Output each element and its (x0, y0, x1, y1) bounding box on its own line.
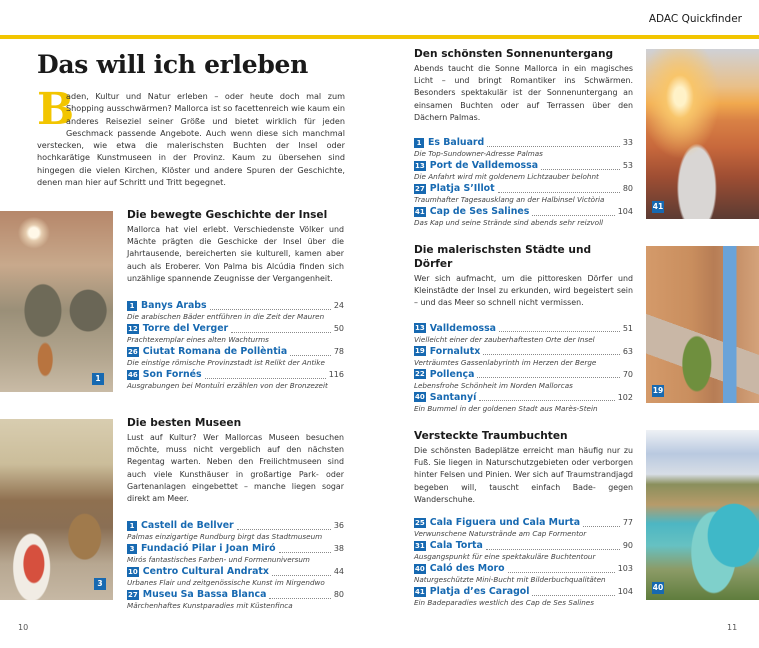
page-ref: 80 (622, 184, 633, 194)
entry-link[interactable]: Fornalutx (429, 345, 481, 357)
leader-dots (541, 162, 620, 170)
list-item[interactable] (414, 562, 633, 585)
entry-link[interactable]: Torre del Verger (142, 323, 229, 335)
number-badge: 40 (415, 393, 425, 402)
page-ref: 116 (328, 370, 344, 380)
leader-dots (279, 545, 331, 553)
leader-dots (486, 542, 620, 550)
leader-dots (477, 370, 619, 378)
entry-description: Die einstige römische Provinzstadt ist Relikt der Antike (127, 358, 325, 368)
list-item[interactable] (127, 588, 344, 611)
photo-fornalutx (646, 246, 759, 403)
section-body: Lust auf Kultur? Wer Mallorcas Museen besuchen möchte, muss nicht vergeblich auf den nächsten Regentag warten. Neben den Freilichtmuseen sind auch viele Kunsthäuser in großartige Park- oder Gartenanlagen eingebettet – manche liegen sogar direkt am Meer. (127, 433, 344, 504)
number-badge: 27 (128, 590, 138, 599)
page-title: Das will ich erleben (37, 50, 309, 79)
section-title: Die besten Museen (127, 417, 242, 429)
list-item[interactable] (127, 542, 344, 565)
list-item[interactable] (414, 345, 633, 368)
entry-link[interactable]: Ciutat Romana de Pollèntia (142, 346, 288, 358)
leader-dots (479, 393, 614, 401)
page-ref: 24 (333, 301, 344, 311)
list-item[interactable] (414, 182, 633, 205)
page-number-left: 10 (18, 623, 29, 632)
number-badge: 3 (127, 544, 137, 554)
section-title: Den schönsten Sonnenuntergang (414, 48, 614, 60)
leader-dots (532, 208, 614, 216)
leader-dots (483, 347, 620, 355)
number-badge: 13 (415, 161, 425, 170)
number-badge: 19 (415, 347, 425, 356)
entry-description: Prachtexemplar eines alten Wachturms (127, 335, 269, 345)
entry-link[interactable]: Museu Sa Bassa Blanca (142, 589, 267, 601)
number-badge: 1 (127, 521, 137, 531)
section-body: Wer sich aufmacht, um die pittoresken Dörfer und Kleinstädte der Insel zu erkunden, wird begeistert sein – und das Meer so schnell nicht vermissen. (414, 274, 633, 308)
entry-link[interactable]: Cap de Ses Salines (429, 206, 530, 218)
drop-cap: B (37, 84, 75, 135)
section-body: Abends taucht die Sonne Mallorca in ein magisches Licht – und bringt Romantiker ins Schwärmen. Besonders spektakulär ist der Sonnenuntergang an einsamen Buchten oder auf Terrassen über den Dächern Palmas. (414, 64, 633, 122)
list-item[interactable] (414, 159, 633, 182)
entry-description: Die Anfahrt wird mit goldenem Lichtzauber belohnt (414, 172, 599, 182)
list-item[interactable] (414, 136, 633, 159)
list-item[interactable] (414, 205, 633, 228)
photo-number-badge: 41 (652, 202, 664, 211)
list-item[interactable] (127, 299, 344, 322)
entry-link[interactable]: Caló des Moro (429, 563, 505, 575)
list-item[interactable] (414, 539, 633, 562)
entry-link[interactable]: Castell de Bellver (141, 520, 234, 532)
entry-list (127, 519, 344, 611)
leader-dots (269, 591, 330, 599)
leader-dots (487, 139, 620, 147)
section-title: Versteckte Traumbuchten (414, 430, 568, 442)
entry-link[interactable]: Es Baluard (428, 137, 485, 149)
leader-dots (499, 324, 620, 332)
leader-dots (508, 565, 615, 573)
entry-link[interactable]: Centro Cultural Andratx (142, 566, 269, 578)
section-museen (127, 416, 344, 611)
page-ref: 80 (333, 590, 344, 600)
entry-description: Das Kap und seine Strände sind abends sehr reizvoll (414, 218, 604, 228)
entry-link[interactable]: Cala Torta (429, 540, 483, 552)
photo-miro-studio (0, 419, 113, 600)
page-ref: 77 (622, 518, 633, 528)
entry-description: Ausgangspunkt für eine spektakuläre Buchtentour (414, 552, 596, 562)
entry-list (414, 516, 633, 608)
photo-calo-des-moro (646, 430, 759, 600)
number-badge: 25 (415, 518, 425, 527)
list-item[interactable] (127, 368, 344, 391)
entry-link[interactable]: Valldemossa (429, 322, 497, 334)
page-ref: 103 (617, 564, 633, 574)
section-title: Die bewegte Geschichte der Insel (127, 209, 328, 221)
page-ref: 38 (333, 544, 344, 554)
entry-description: Ausgrabungen bei Montuïri erzählen von der Bronzezeit (127, 381, 328, 391)
page-ref: 102 (617, 392, 633, 402)
page-ref: 104 (617, 207, 633, 217)
entry-description: Naturgeschützte Mini-Bucht mit Bilderbuchqualitäten (414, 575, 606, 585)
list-item[interactable] (127, 345, 344, 368)
page-ref: 44 (333, 567, 344, 577)
intro-paragraph (37, 84, 345, 188)
number-badge: 22 (415, 370, 425, 379)
list-item[interactable] (414, 516, 633, 539)
entry-description: Die Top-Sundowner-Adresse Palmas (414, 149, 543, 159)
number-badge: 41 (415, 587, 425, 596)
list-item[interactable] (414, 391, 633, 414)
photo-number-badge: 40 (652, 583, 664, 592)
section-title: Die malerischsten Städte und Dörfer (414, 244, 592, 270)
section-traumbuchten (414, 429, 633, 608)
entry-link[interactable]: Port de Valldemossa (429, 160, 539, 172)
running-header: ADAC Quickfinder (648, 13, 742, 25)
entry-description: Urbanes Flair und zeitgenössische Kunst im Nirgendwo (127, 578, 325, 588)
page-ref: 90 (622, 541, 633, 551)
entry-description: Verwunschene Naturstrände am Cap Formentor (414, 529, 587, 539)
number-badge: 46 (128, 370, 138, 379)
entry-link[interactable]: Son Fornés (142, 369, 202, 381)
number-badge: 12 (128, 324, 138, 333)
section-body: Mallorca hat viel erlebt. Verschiedenste Völker und Mächte prägten die Geschicke der Insel über die Jahrtausende, bereicherten sie kulturell, kamen aber auch als Eroberer. Von Palma bis Alcúdia finden sich unzählige spannende Zeugnisse der Vergangenheit. (127, 225, 344, 283)
page-ref: 63 (622, 346, 633, 356)
section-body: Die schönsten Badeplätze erreicht man häufig nur zu Fuß. Sie liegen in Naturschutzgebieten oder verborgen hinter Felsen und Pinien. Wer sich auf Traumstrandjagd begeben will, tauscht einfach Bade- gegen Wanderschuhe. (414, 446, 633, 504)
leader-dots (205, 371, 326, 379)
section-staedte (414, 243, 633, 414)
leader-dots (272, 568, 331, 576)
entry-description: Vielleicht einer der zauberhaftesten Orte der Insel (414, 334, 595, 344)
photo-banys-arabs (0, 211, 113, 392)
page-ref: 33 (622, 138, 633, 148)
number-badge: 27 (415, 184, 425, 193)
entry-description: Lebensfrohe Schönheit im Norden Mallorcas (414, 380, 573, 390)
entry-list (414, 136, 633, 228)
page-ref: 53 (622, 161, 633, 171)
page-ref: 36 (333, 521, 344, 531)
yellow-rule (0, 35, 759, 39)
page-ref: 50 (333, 324, 344, 334)
leader-dots (583, 519, 620, 527)
page-ref: 51 (622, 323, 633, 333)
entry-link[interactable]: Banys Arabs (141, 300, 207, 312)
list-item[interactable] (414, 322, 633, 345)
page-ref: 104 (617, 587, 633, 597)
photo-number-badge: 19 (652, 386, 664, 395)
entry-link[interactable]: Cala Figuera und Cala Murta (429, 517, 581, 529)
list-item[interactable] (414, 585, 633, 608)
section-sonnenuntergang (414, 47, 633, 228)
section-geschichte (127, 208, 344, 391)
photo-sunset (646, 49, 759, 219)
list-item[interactable] (127, 565, 344, 588)
number-badge: 31 (415, 541, 425, 550)
leader-dots (231, 325, 331, 333)
leader-dots (237, 522, 331, 530)
entry-link[interactable]: Pollença (429, 368, 475, 380)
leader-dots (498, 185, 620, 193)
leader-dots (290, 348, 331, 356)
photo-number-badge: 3 (94, 578, 106, 590)
number-badge: 10 (128, 567, 138, 576)
page-ref: 70 (622, 369, 633, 379)
number-badge: 13 (415, 324, 425, 333)
entry-description: Märchenhaftes Kunstparadies mit Küstenfinca (127, 601, 293, 611)
photo-number-badge: 1 (92, 373, 104, 385)
list-item[interactable] (127, 519, 344, 542)
entry-link[interactable]: Fundació Pilar i Joan Miró (141, 543, 276, 555)
list-item[interactable] (127, 322, 344, 345)
number-badge: 1 (414, 138, 424, 148)
list-item[interactable] (414, 368, 633, 391)
leader-dots (532, 588, 614, 596)
entry-list (414, 322, 633, 414)
entry-description: Ein Badeparadies westlich des Cap de Ses Salines (414, 598, 594, 608)
number-badge: 41 (415, 207, 425, 216)
page-ref: 78 (333, 347, 344, 357)
entry-description: Die arabischen Bäder entführen in die Zeit der Mauren (127, 312, 325, 322)
leader-dots (210, 302, 331, 310)
entry-description: Ein Bummel in der goldenen Stadt aus Marès-Stein (414, 403, 598, 413)
number-badge: 1 (127, 301, 137, 311)
page-number-right: 11 (727, 623, 738, 632)
entry-description: Verträumtes Gassenlabyrinth im Herzen der Berge (414, 357, 597, 367)
entry-description: Traumhafter Tagesausklang an der Halbinsel Victòria (414, 195, 605, 205)
number-badge: 26 (128, 347, 138, 356)
entry-link[interactable]: Platja S’Illot (429, 183, 495, 195)
entry-link[interactable]: Santanyí (429, 391, 477, 403)
number-badge: 40 (415, 564, 425, 573)
intro-text: aden, Kultur und Natur erleben – oder heute doch mal zum Shopping ausschwärmen? Mallorca ist so facettenreich wie kaum ein anderes Reiseziel seiner Größe und bietet wirklich für jeden Geschmack passende Angebote. Auch wenn diese sich manchmal verstecken, wie etwa die malerischsten Buchten der Insel oder hochkarätige Kunstmuseen in der Provinz. Kaum zu übersehen sind hingegen die vielen Kirchen, Klöster und andere Spuren der Geschichte, denen man hier auf Schritt und Tritt begegnet. (37, 91, 345, 188)
entry-description: Mirós fantastisches Farben- und Formenuniversum (127, 555, 310, 565)
entry-link[interactable]: Platja d’es Caragol (429, 586, 530, 598)
entry-list (127, 299, 344, 391)
entry-description: Palmas einzigartige Rundburg birgt das Stadtmuseum (127, 532, 323, 542)
